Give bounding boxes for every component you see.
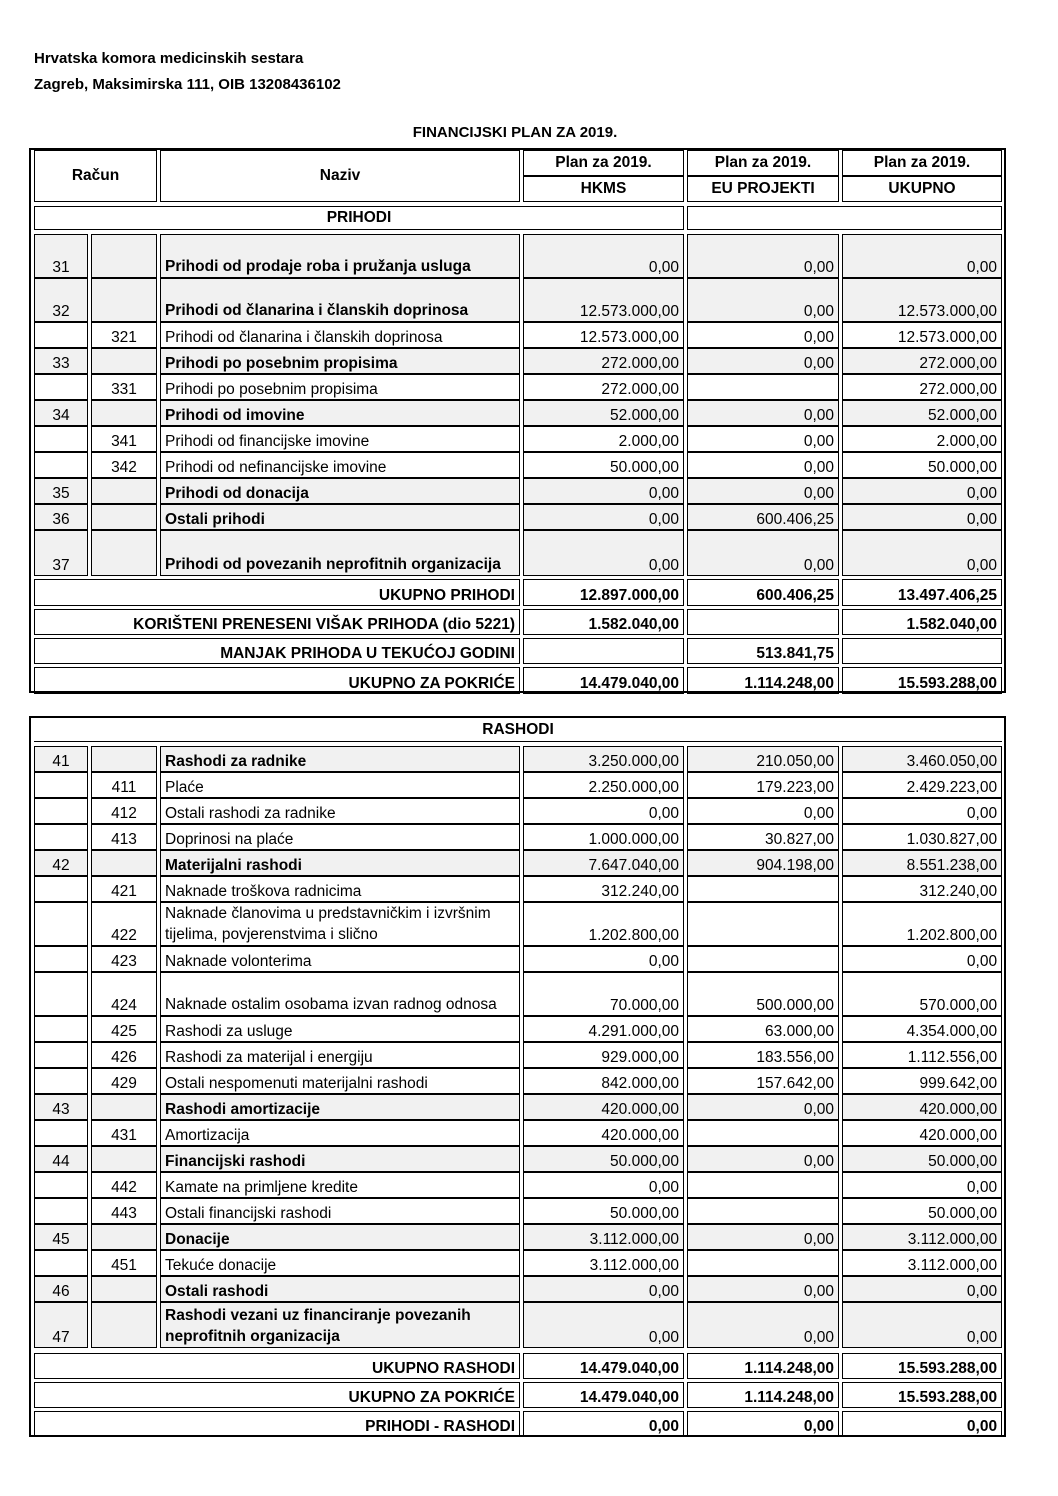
value-eu: 0,00: [687, 530, 839, 576]
account-name: Materijalni rashodi: [160, 850, 520, 876]
account-code: [34, 876, 88, 902]
subaccount-code: [91, 1224, 157, 1250]
account-code: [34, 1172, 88, 1198]
value-hkms: 1.582.040,00: [523, 609, 684, 635]
account-name: Prihodi po posebnim propisima: [160, 374, 520, 400]
value-ukupno: 0,00: [842, 946, 1002, 972]
account-code: [34, 972, 88, 1016]
value-hkms: 0,00: [523, 504, 684, 530]
account-name: Ostali financijski rashodi: [160, 1198, 520, 1224]
value-ukupno: 999.642,00: [842, 1068, 1002, 1094]
account-name: Prihodi od povezanih neprofitnih organizacija: [160, 530, 520, 576]
subaccount-code: 411: [91, 772, 157, 798]
value-ukupno: 1.030.827,00: [842, 824, 1002, 850]
value-hkms: 842.000,00: [523, 1068, 684, 1094]
subaccount-code: [91, 278, 157, 322]
summary-label: KORIŠTENI PRENESENI VIŠAK PRIHODA (dio 5221): [34, 609, 520, 635]
subaccount-code: 423: [91, 946, 157, 972]
account-code: [34, 1016, 88, 1042]
account-name: Ostali rashodi za radnike: [160, 798, 520, 824]
value-hkms: 272.000,00: [523, 374, 684, 400]
account-code: 32: [34, 278, 88, 322]
subaccount-code: [91, 1094, 157, 1120]
value-eu: 1.114.248,00: [687, 1382, 839, 1408]
value-hkms: 0,00: [523, 478, 684, 504]
account-code: [34, 1120, 88, 1146]
account-name: Naknade članovima u predstavničkim i izvršnim tijelima, povjerenstvima i slično: [160, 902, 520, 946]
subaccount-code: 429: [91, 1068, 157, 1094]
value-eu: 210.050,00: [687, 746, 839, 772]
value-ukupno: 0,00: [842, 234, 1002, 278]
org-address: Zagreb, Maksimirska 111, OIB 13208436102: [34, 76, 341, 93]
value-hkms: 50.000,00: [523, 452, 684, 478]
account-name: Rashodi vezani uz financiranje povezanih neprofitnih organizacija: [160, 1302, 520, 1348]
account-name: Rashodi amortizacije: [160, 1094, 520, 1120]
value-ukupno: 2.429.223,00: [842, 772, 1002, 798]
table-row: [34, 374, 1002, 400]
value-ukupno: 1.582.040,00: [842, 609, 1002, 635]
value-eu: [687, 1250, 839, 1276]
account-code: 41: [34, 746, 88, 772]
account-name: Rashodi za usluge: [160, 1016, 520, 1042]
subaccount-code: 412: [91, 798, 157, 824]
prihodi-table: [31, 150, 1005, 694]
account-name: Prihodi od imovine: [160, 400, 520, 426]
table-row: [34, 1016, 1002, 1042]
account-name: Rashodi za radnike: [160, 746, 520, 772]
value-hkms: [523, 638, 684, 664]
account-code: 35: [34, 478, 88, 504]
account-code: [34, 452, 88, 478]
value-eu: 0,00: [687, 1302, 839, 1348]
account-name: Financijski rashodi: [160, 1146, 520, 1172]
value-eu: 600.406,25: [687, 579, 839, 606]
section-prihodi: PRIHODI: [34, 206, 684, 230]
table-row: [34, 1120, 1002, 1146]
total-prihodi-row: [34, 579, 1002, 606]
prihodi-frame: [29, 148, 1006, 693]
table-row: [34, 234, 1002, 278]
value-ukupno: 312.240,00: [842, 876, 1002, 902]
account-name: Prihodi od prodaje roba i pružanja usluga: [160, 234, 520, 278]
value-ukupno: 272.000,00: [842, 374, 1002, 400]
section-rashodi: RASHODI: [34, 718, 1002, 742]
value-eu: 0,00: [687, 322, 839, 348]
account-name: Donacije: [160, 1224, 520, 1250]
value-ukupno: 2.000,00: [842, 426, 1002, 452]
col-header-eu: EU PROJEKTI: [687, 176, 839, 202]
value-eu: 179.223,00: [687, 772, 839, 798]
value-ukupno: 1.202.800,00: [842, 902, 1002, 946]
value-eu: [687, 1198, 839, 1224]
value-ukupno: 13.497.406,25: [842, 579, 1002, 606]
value-eu: 1.114.248,00: [687, 1353, 839, 1379]
value-eu: 500.000,00: [687, 972, 839, 1016]
value-ukupno: 0,00: [842, 1276, 1002, 1302]
table-row: [34, 1068, 1002, 1094]
org-name: Hrvatska komora medicinskih sestara: [34, 50, 304, 67]
value-ukupno: 570.000,00: [842, 972, 1002, 1016]
subaccount-code: [91, 348, 157, 374]
value-eu: 0,00: [687, 478, 839, 504]
value-hkms: 52.000,00: [523, 400, 684, 426]
value-eu: 0,00: [687, 798, 839, 824]
value-eu: 904.198,00: [687, 850, 839, 876]
value-ukupno: [842, 638, 1002, 664]
value-ukupno: 272.000,00: [842, 348, 1002, 374]
subaccount-code: 451: [91, 1250, 157, 1276]
value-eu: 0,00: [687, 278, 839, 322]
value-hkms: 2.000,00: [523, 426, 684, 452]
value-eu: [687, 609, 839, 635]
value-ukupno: 50.000,00: [842, 452, 1002, 478]
account-code: [34, 798, 88, 824]
value-ukupno: 3.460.050,00: [842, 746, 1002, 772]
account-code: [34, 1068, 88, 1094]
summary-label: PRIHODI - RASHODI: [34, 1411, 520, 1437]
account-code: 31: [34, 234, 88, 278]
account-code: [34, 824, 88, 850]
value-eu: 0,00: [687, 234, 839, 278]
value-ukupno: 420.000,00: [842, 1094, 1002, 1120]
subaccount-code: [91, 1276, 157, 1302]
account-name: Naknade troškova radnicima: [160, 876, 520, 902]
value-hkms: 3.112.000,00: [523, 1224, 684, 1250]
account-code: [34, 426, 88, 452]
value-ukupno: 1.112.556,00: [842, 1042, 1002, 1068]
account-code: 45: [34, 1224, 88, 1250]
value-hkms: 420.000,00: [523, 1094, 684, 1120]
table-row: [34, 400, 1002, 426]
value-hkms: 312.240,00: [523, 876, 684, 902]
account-name: Naknade volonterima: [160, 946, 520, 972]
value-eu: 0,00: [687, 1146, 839, 1172]
account-name: Prihodi od članarina i članskih doprinosa: [160, 278, 520, 322]
value-hkms: 0,00: [523, 530, 684, 576]
value-ukupno: 8.551.238,00: [842, 850, 1002, 876]
subaccount-code: [91, 1302, 157, 1348]
value-eu: [687, 1120, 839, 1146]
value-hkms: 0,00: [523, 1276, 684, 1302]
col-header-plan-ukupno: Plan za 2019.: [842, 150, 1002, 176]
value-eu: 0,00: [687, 1224, 839, 1250]
value-hkms: 0,00: [523, 798, 684, 824]
table-row: [34, 824, 1002, 850]
account-name: Kamate na primljene kredite: [160, 1172, 520, 1198]
value-hkms: 2.250.000,00: [523, 772, 684, 798]
value-ukupno: 0,00: [842, 1172, 1002, 1198]
table-row: [34, 1224, 1002, 1250]
account-name: Prihodi po posebnim propisima: [160, 348, 520, 374]
table-row: [34, 426, 1002, 452]
account-name: Ostali prihodi: [160, 504, 520, 530]
table-row: [34, 504, 1002, 530]
value-eu: 0,00: [687, 1411, 839, 1437]
account-code: 36: [34, 504, 88, 530]
table-row: [34, 876, 1002, 902]
value-ukupno: 0,00: [842, 504, 1002, 530]
table-row: [34, 452, 1002, 478]
value-hkms: 14.479.040,00: [523, 667, 684, 694]
value-hkms: 70.000,00: [523, 972, 684, 1016]
account-name: Rashodi za materijal i energiju: [160, 1042, 520, 1068]
subaccount-code: [91, 850, 157, 876]
account-code: 33: [34, 348, 88, 374]
col-header-racun: Račun: [34, 150, 157, 202]
account-code: 34: [34, 400, 88, 426]
account-code: [34, 902, 88, 946]
account-code: [34, 374, 88, 400]
value-hkms: 3.112.000,00: [523, 1250, 684, 1276]
value-hkms: 0,00: [523, 1172, 684, 1198]
account-code: [34, 1198, 88, 1224]
table-row: [34, 1276, 1002, 1302]
subaccount-code: 442: [91, 1172, 157, 1198]
value-eu: [687, 1172, 839, 1198]
subaccount-code: [91, 400, 157, 426]
subaccount-code: [91, 234, 157, 278]
account-name: Prihodi od donacija: [160, 478, 520, 504]
table-row: [34, 902, 1002, 946]
col-header-ukupno: UKUPNO: [842, 176, 1002, 202]
table-row: [34, 478, 1002, 504]
account-code: [34, 946, 88, 972]
value-hkms: 50.000,00: [523, 1146, 684, 1172]
account-name: Naknade ostalim osobama izvan radnog odnosa: [160, 972, 520, 1016]
value-hkms: 7.647.040,00: [523, 850, 684, 876]
value-ukupno: 4.354.000,00: [842, 1016, 1002, 1042]
subaccount-code: 321: [91, 322, 157, 348]
value-eu: [687, 946, 839, 972]
account-name: Prihodi od nefinancijske imovine: [160, 452, 520, 478]
value-hkms: 12.573.000,00: [523, 278, 684, 322]
subaccount-code: 426: [91, 1042, 157, 1068]
value-hkms: 0,00: [523, 946, 684, 972]
koristeni-visak-row: [34, 609, 1002, 635]
value-hkms: 3.250.000,00: [523, 746, 684, 772]
value-ukupno: 50.000,00: [842, 1198, 1002, 1224]
value-hkms: 12.573.000,00: [523, 322, 684, 348]
value-eu: [687, 902, 839, 946]
value-hkms: 420.000,00: [523, 1120, 684, 1146]
table-row: [34, 1198, 1002, 1224]
subaccount-code: 422: [91, 902, 157, 946]
subaccount-code: [91, 504, 157, 530]
section-prihodi-blank: [687, 206, 1002, 230]
value-hkms: 14.479.040,00: [523, 1382, 684, 1408]
value-hkms: 4.291.000,00: [523, 1016, 684, 1042]
account-name: Ostali nespomenuti materijalni rashodi: [160, 1068, 520, 1094]
value-ukupno: 15.593.288,00: [842, 1353, 1002, 1379]
value-eu: 600.406,25: [687, 504, 839, 530]
value-ukupno: 0,00: [842, 530, 1002, 576]
value-hkms: 1.202.800,00: [523, 902, 684, 946]
value-eu: 0,00: [687, 1094, 839, 1120]
value-eu: 0,00: [687, 400, 839, 426]
subaccount-code: 424: [91, 972, 157, 1016]
value-ukupno: 52.000,00: [842, 400, 1002, 426]
value-ukupno: 3.112.000,00: [842, 1250, 1002, 1276]
subaccount-code: [91, 530, 157, 576]
value-ukupno: 3.112.000,00: [842, 1224, 1002, 1250]
summary-label: UKUPNO ZA POKRIĆE: [34, 667, 520, 694]
value-hkms: 1.000.000,00: [523, 824, 684, 850]
account-code: 42: [34, 850, 88, 876]
table-row: [34, 798, 1002, 824]
value-ukupno: 15.593.288,00: [842, 667, 1002, 694]
value-ukupno: 0,00: [842, 478, 1002, 504]
rashodi-table: [31, 718, 1005, 1437]
value-hkms: 0,00: [523, 1411, 684, 1437]
table-row: [34, 348, 1002, 374]
value-eu: 513.841,75: [687, 638, 839, 664]
subaccount-code: [91, 478, 157, 504]
value-ukupno: 0,00: [842, 1411, 1002, 1437]
col-header-plan-eu: Plan za 2019.: [687, 150, 839, 176]
subaccount-code: 342: [91, 452, 157, 478]
value-hkms: 0,00: [523, 1302, 684, 1348]
summary-label: UKUPNO RASHODI: [34, 1353, 520, 1379]
summary-label: UKUPNO PRIHODI: [34, 579, 520, 606]
account-name: Plaće: [160, 772, 520, 798]
summary-label: UKUPNO ZA POKRIĆE: [34, 1382, 520, 1408]
value-hkms: 50.000,00: [523, 1198, 684, 1224]
value-eu: 0,00: [687, 1276, 839, 1302]
account-name: Amortizacija: [160, 1120, 520, 1146]
value-eu: 0,00: [687, 426, 839, 452]
subaccount-code: 341: [91, 426, 157, 452]
value-hkms: 272.000,00: [523, 348, 684, 374]
value-ukupno: 12.573.000,00: [842, 322, 1002, 348]
value-eu: [687, 876, 839, 902]
table-row: [34, 322, 1002, 348]
value-eu: 1.114.248,00: [687, 667, 839, 694]
rashodi-frame: [29, 716, 1006, 1437]
summary-label: MANJAK PRIHODA U TEKUĆOJ GODINI: [34, 638, 520, 664]
table-row: [34, 972, 1002, 1016]
subaccount-code: 443: [91, 1198, 157, 1224]
account-code: 47: [34, 1302, 88, 1348]
account-name: Doprinosi na plaće: [160, 824, 520, 850]
account-code: 37: [34, 530, 88, 576]
subaccount-code: 331: [91, 374, 157, 400]
account-code: 44: [34, 1146, 88, 1172]
table-row: [34, 278, 1002, 322]
table-row: [34, 1146, 1002, 1172]
pokrice-rashodi-row: [34, 1382, 1002, 1408]
table-row: [34, 1172, 1002, 1198]
value-eu: 0,00: [687, 348, 839, 374]
value-eu: 30.827,00: [687, 824, 839, 850]
value-hkms: 12.897.000,00: [523, 579, 684, 606]
account-name: Ostali rashodi: [160, 1276, 520, 1302]
value-eu: 63.000,00: [687, 1016, 839, 1042]
col-header-hkms: HKMS: [523, 176, 684, 202]
account-code: [34, 322, 88, 348]
account-code: [34, 1250, 88, 1276]
account-code: 43: [34, 1094, 88, 1120]
value-hkms: 0,00: [523, 234, 684, 278]
value-ukupno: 12.573.000,00: [842, 278, 1002, 322]
value-ukupno: 50.000,00: [842, 1146, 1002, 1172]
value-hkms: 14.479.040,00: [523, 1353, 684, 1379]
account-name: Prihodi od financijske imovine: [160, 426, 520, 452]
prihodi-rashodi-row: [34, 1411, 1002, 1437]
table-row: [34, 1250, 1002, 1276]
subaccount-code: [91, 746, 157, 772]
subaccount-code: 421: [91, 876, 157, 902]
account-code: [34, 1042, 88, 1068]
manjak-prihoda-row: [34, 638, 1002, 664]
value-ukupno: 0,00: [842, 1302, 1002, 1348]
value-eu: [687, 374, 839, 400]
value-ukupno: 420.000,00: [842, 1120, 1002, 1146]
account-code: 46: [34, 1276, 88, 1302]
account-name: Tekuće donacije: [160, 1250, 520, 1276]
subaccount-code: 413: [91, 824, 157, 850]
total-rashodi-row: [34, 1353, 1002, 1379]
value-eu: 0,00: [687, 452, 839, 478]
col-header-naziv: Naziv: [160, 150, 520, 202]
value-eu: 183.556,00: [687, 1042, 839, 1068]
pokrice-prihodi-row: [34, 667, 1002, 694]
table-row: [34, 772, 1002, 798]
table-row: [34, 1042, 1002, 1068]
subaccount-code: 431: [91, 1120, 157, 1146]
value-ukupno: 15.593.288,00: [842, 1382, 1002, 1408]
account-name: Prihodi od članarina i članskih doprinosa: [160, 322, 520, 348]
plan-title: FINANCIJSKI PLAN ZA 2019.: [412, 124, 618, 141]
value-ukupno: 0,00: [842, 798, 1002, 824]
subaccount-code: [91, 1146, 157, 1172]
value-hkms: 929.000,00: [523, 1042, 684, 1068]
table-row: [34, 1094, 1002, 1120]
table-row: [34, 746, 1002, 772]
value-eu: 157.642,00: [687, 1068, 839, 1094]
subaccount-code: 425: [91, 1016, 157, 1042]
table-row: [34, 530, 1002, 576]
table-row: [34, 946, 1002, 972]
table-row: [34, 850, 1002, 876]
col-header-plan-hkms: Plan za 2019.: [523, 150, 684, 176]
table-row: [34, 1302, 1002, 1348]
account-code: [34, 772, 88, 798]
